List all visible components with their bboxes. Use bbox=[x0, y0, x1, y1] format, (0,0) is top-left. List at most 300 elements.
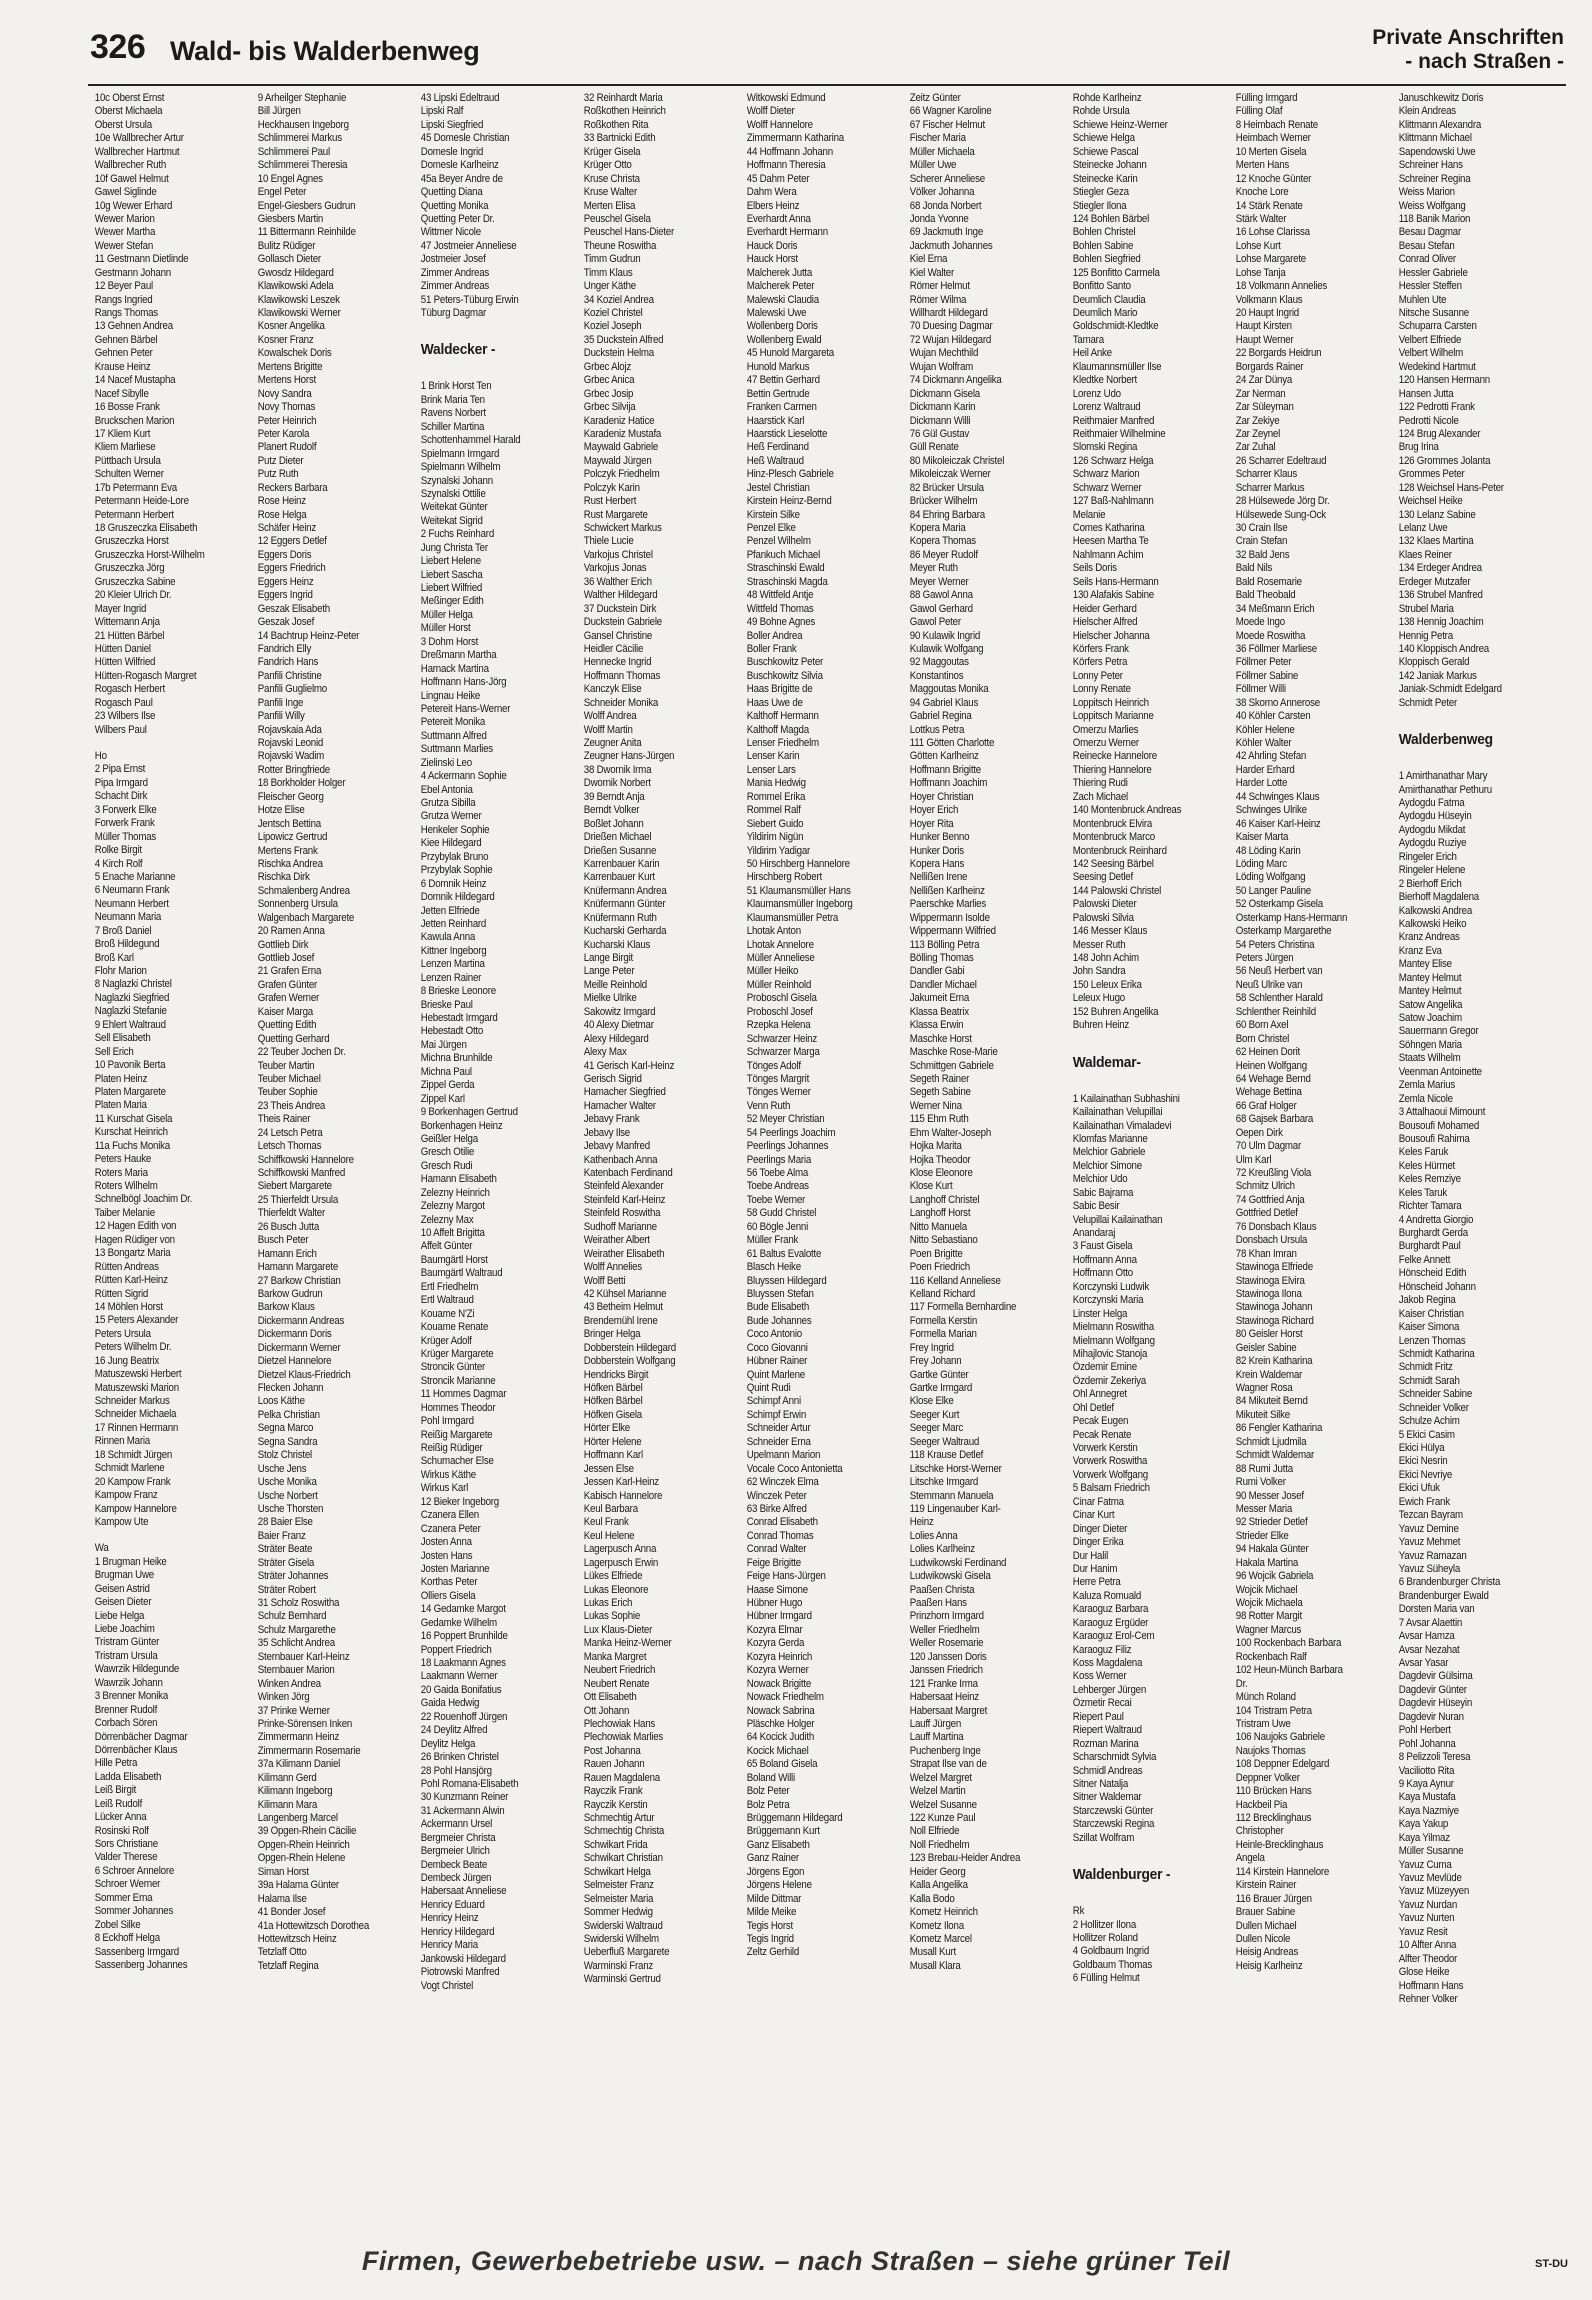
directory-entry: Dagdevir Gülsima bbox=[1398, 1670, 1473, 1683]
directory-entry: Weller Rosemarie bbox=[909, 1637, 984, 1650]
directory-entry: Müller Susanne bbox=[1398, 1845, 1464, 1858]
directory-entry: Zar Nerman bbox=[1235, 387, 1286, 400]
directory-entry: Strieder Elke bbox=[1235, 1529, 1289, 1542]
directory-entry: 94 Gabriel Klaus bbox=[909, 696, 979, 709]
directory-entry: 61 Baltus Evalotte bbox=[746, 1247, 822, 1260]
directory-entry: Eggers Doris bbox=[257, 548, 312, 561]
directory-entry: Burghardt Gerda bbox=[1398, 1227, 1468, 1239]
directory-entry: Peerlings Maria bbox=[746, 1153, 812, 1166]
directory-entry: Haas Brigitte de bbox=[746, 683, 813, 696]
directory-entry: Kopera Maria bbox=[909, 522, 966, 534]
directory-entry: Kozyra Werner bbox=[746, 1664, 809, 1677]
directory-entry: Weiss Wolfgang bbox=[1398, 199, 1466, 212]
directory-entry: Schlimmerei Markus bbox=[257, 132, 342, 145]
directory-entry: Jetten Elfriede bbox=[420, 904, 480, 917]
directory-entry: Wolff Hannelore bbox=[746, 118, 813, 131]
directory-entry: Klassa Erwin bbox=[909, 1019, 964, 1032]
directory-entry: Montenbruck Elvira bbox=[1072, 817, 1153, 830]
directory-entry: Kruse Christa bbox=[583, 172, 640, 185]
directory-entry: Hülsewede Sung-Ock bbox=[1235, 508, 1326, 521]
directory-entry: 44 Schwinges Klaus bbox=[1235, 790, 1320, 803]
directory-entry: Eggers Heinz bbox=[257, 575, 314, 588]
directory-entry: Jessen Else bbox=[583, 1462, 634, 1475]
directory-entry: Zelezny Max bbox=[420, 1213, 474, 1226]
directory-entry: Hamann Erich bbox=[257, 1247, 317, 1260]
directory-entry: Zeugner Anita bbox=[583, 737, 642, 749]
directory-entry: Pipa Irmgard bbox=[94, 776, 148, 789]
directory-entry: Bald Rosemarie bbox=[1235, 575, 1302, 588]
directory-entry: Brieske Paul bbox=[420, 998, 473, 1011]
directory-entry: Zeltz Gerhild bbox=[746, 1946, 800, 1959]
directory-entry: 15 Peters Alexander bbox=[94, 1314, 179, 1327]
directory-entry: Omerzu Werner bbox=[1072, 737, 1139, 749]
directory-entry: Rütten Andreas bbox=[94, 1260, 159, 1273]
directory-entry: Leiß Rudolf bbox=[94, 1797, 143, 1810]
directory-entry: Hütten-Rogasch Margret bbox=[94, 669, 197, 682]
directory-entry: Deumlich Claudia bbox=[1072, 293, 1146, 306]
directory-entry: 62 Heinen Dorit bbox=[1235, 1046, 1301, 1059]
directory-entry: Engel-Giesbers Gudrun bbox=[257, 199, 356, 212]
directory-entry: Werner Nina bbox=[909, 1099, 962, 1112]
directory-entry: Kawula Anna bbox=[420, 931, 476, 944]
directory-entry: Haupt Werner bbox=[1235, 333, 1294, 346]
directory-entry: Rayczik Kerstin bbox=[583, 1798, 648, 1811]
directory-entry: Neumann Herbert bbox=[94, 897, 169, 910]
directory-entry: Quetting Edith bbox=[257, 1019, 317, 1032]
directory-entry: Opgen-Rhein Heinrich bbox=[257, 1838, 350, 1851]
directory-entry: Malcherek Jutta bbox=[746, 266, 813, 279]
directory-entry: 69 Jackmuth Inge bbox=[909, 226, 984, 239]
directory-entry: Rischka Dirk bbox=[257, 871, 310, 884]
directory-entry: 6 Brandenburger Christa bbox=[1398, 1576, 1501, 1589]
directory-entry: Hoffmann Hans-Jörg bbox=[420, 676, 507, 689]
directory-entry: Boller Andrea bbox=[746, 629, 803, 642]
directory-entry: 64 Wehage Bernd bbox=[1235, 1072, 1311, 1085]
directory-entry: Heidler Cäcilie bbox=[583, 642, 644, 655]
directory-entry: Müller Heiko bbox=[746, 965, 799, 978]
directory-entry: 48 Löding Karin bbox=[1235, 844, 1301, 857]
directory-entry: Litschke Horst-Werner bbox=[909, 1462, 1002, 1475]
directory-entry: Wagner Marcus bbox=[1235, 1623, 1302, 1636]
directory-entry: 8 Eckhoff Helga bbox=[94, 1932, 160, 1945]
directory-entry: Franken Carmen bbox=[746, 401, 817, 414]
directory-entry: Hoffmann Thomas bbox=[583, 669, 661, 682]
directory-entry: Meyer Ruth bbox=[909, 562, 958, 575]
directory-entry: Rangs Ingried bbox=[94, 293, 153, 306]
directory-entry: 10c Oberst Ernst bbox=[94, 92, 165, 104]
directory-entry: Köhler Helene bbox=[1235, 723, 1295, 736]
directory-entry: 96 Wojcik Gabriela bbox=[1235, 1570, 1314, 1583]
directory-entry: 90 Kulawik Ingrid bbox=[909, 629, 981, 642]
directory-entry: Ott Elisabeth bbox=[583, 1691, 637, 1704]
directory-entry: Hottewitzsch Heinz bbox=[257, 1932, 337, 1945]
directory-entry: Nitto Sebastiano bbox=[909, 1234, 978, 1247]
directory-entry: Scharrer Klaus bbox=[1235, 468, 1298, 481]
directory-entry: Sträter Gisela bbox=[257, 1556, 315, 1569]
directory-entry: Peters Wilhelm Dr. bbox=[94, 1341, 172, 1354]
directory-entry: Bald Theobald bbox=[1235, 589, 1296, 602]
directory-entry: 124 Bohlen Bärbel bbox=[1072, 212, 1150, 225]
directory-entry: Olliers Gisela bbox=[420, 1589, 476, 1602]
directory-entry: Löding Marc bbox=[1235, 857, 1287, 870]
directory-entry: 5 Balsam Friedrich bbox=[1072, 1482, 1150, 1495]
directory-entry: 41 Gerisch Karl-Heinz bbox=[583, 1059, 675, 1072]
directory-entry: Matuszewski Herbert bbox=[94, 1368, 182, 1381]
directory-entry: 4 Kirch Rolf bbox=[94, 857, 143, 870]
directory-entry: Ulm Karl bbox=[1235, 1153, 1272, 1166]
directory-entry: Jestel Christian bbox=[746, 481, 810, 494]
directory-entry: Grbec Alojz bbox=[583, 360, 632, 373]
directory-entry: Kanczyk Elise bbox=[583, 683, 642, 696]
directory-entry: Theis Rainer bbox=[257, 1113, 311, 1126]
directory-entry: Panfili Willy bbox=[257, 710, 305, 723]
directory-entry: 74 Gottfried Anja bbox=[1235, 1193, 1305, 1206]
directory-entry: Lorenz Udo bbox=[1072, 387, 1121, 400]
directory-entry: Peters Jürgen bbox=[1235, 952, 1294, 964]
directory-entry: Rayczik Frank bbox=[583, 1785, 643, 1798]
directory-entry: 6 Domnik Heinz bbox=[420, 877, 487, 890]
directory-entry: Völker Johanna bbox=[909, 186, 975, 199]
directory-entry: Schiffkowski Manfred bbox=[257, 1167, 346, 1179]
directory-entry: Mikuteit Silke bbox=[1235, 1408, 1290, 1421]
directory-entry: Vogt Christel bbox=[420, 1979, 474, 1992]
directory-entry: Mantey Helmut bbox=[1398, 971, 1462, 984]
directory-entry: 37 Prinke Werner bbox=[257, 1704, 330, 1717]
directory-entry: Hunold Markus bbox=[746, 360, 810, 373]
directory-entry: Thiele Lucie bbox=[583, 535, 634, 548]
directory-entry: Kranz Eva bbox=[1398, 944, 1442, 957]
directory-entry: Kowalschek Doris bbox=[257, 347, 332, 360]
directory-entry: Moede Roswitha bbox=[1235, 629, 1306, 642]
directory-entry: Straschinski Ewald bbox=[746, 562, 825, 575]
directory-entry: Hamacher Siegfried bbox=[583, 1086, 666, 1099]
directory-entry: Klose Kurt bbox=[909, 1180, 953, 1193]
directory-entry: Höfken Bärbel bbox=[583, 1395, 643, 1408]
directory-entry: Heil Anke bbox=[1072, 347, 1112, 360]
directory-entry: Kalkowski Andrea bbox=[1398, 904, 1473, 917]
directory-entry: Theune Roswitha bbox=[583, 239, 657, 252]
directory-entry: Jentsch Bettina bbox=[257, 817, 321, 830]
directory-entry: Reckers Barbara bbox=[257, 481, 328, 494]
directory-entry: Haarstick Lieselotte bbox=[746, 427, 828, 440]
directory-entry: 1 Brugman Heike bbox=[94, 1555, 167, 1568]
directory-entry: Zemla Nicole bbox=[1398, 1092, 1453, 1105]
directory-entry: 18 Borkholder Holger bbox=[257, 777, 346, 790]
directory-entry: Planert Rudolf bbox=[257, 441, 317, 454]
directory-entry: Barkow Gudrun bbox=[257, 1287, 323, 1300]
directory-entry: Baumgärtl Horst bbox=[420, 1253, 488, 1266]
directory-entry: Platen Maria bbox=[94, 1099, 147, 1112]
directory-entry: Krüger Otto bbox=[583, 159, 632, 172]
directory-entry: 130 Lelanz Sabine bbox=[1398, 508, 1476, 521]
directory-entry: Güll Renate bbox=[909, 441, 959, 454]
directory-entry: Yavuz Mehmet bbox=[1398, 1536, 1461, 1549]
directory-entry: 24 Letsch Petra bbox=[257, 1126, 323, 1139]
directory-entry: Zar Zeynel bbox=[1235, 427, 1281, 440]
directory-entry: Müller Uwe bbox=[909, 159, 957, 172]
directory-column bbox=[1233, 92, 1383, 2237]
directory-entry: Tegis Ingrid bbox=[746, 1932, 794, 1945]
directory-entry: Dinger Dieter bbox=[1072, 1522, 1128, 1535]
directory-entry: 14 Möhlen Horst bbox=[94, 1300, 163, 1313]
directory-entry: Proboschl Josef bbox=[746, 1005, 813, 1018]
directory-entry: Brink Maria Ten bbox=[420, 393, 485, 406]
directory-entry: Schroer Werner bbox=[94, 1878, 161, 1891]
directory-entry: Lenser Lars bbox=[746, 763, 796, 776]
directory-entry: 49 Bohne Agnes bbox=[746, 616, 816, 629]
directory-entry: Ludwikowski Ferdinand bbox=[909, 1556, 1007, 1569]
directory-entry: Klaes Reiner bbox=[1398, 548, 1452, 561]
directory-entry: Sommer Hedwig bbox=[583, 1906, 653, 1919]
directory-entry: Schneider Michaela bbox=[94, 1408, 177, 1421]
directory-entry: Haas Uwe de bbox=[746, 696, 803, 709]
directory-entry: Schmidt Peter bbox=[1398, 696, 1457, 709]
directory-entry: Gaida Hedwig bbox=[420, 1697, 480, 1710]
directory-entry: Proboschl Gisela bbox=[746, 992, 817, 1005]
directory-entry: Klawikowski Werner bbox=[257, 307, 341, 319]
directory-entry: 68 Jonda Norbert bbox=[909, 199, 982, 212]
directory-entry: 88 Rumi Jutta bbox=[1235, 1462, 1293, 1475]
directory-entry: Karadeniz Mustafa bbox=[583, 427, 662, 440]
directory-entry: Bruckschen Marion bbox=[94, 414, 175, 427]
directory-entry: Maschke Rose-Marie bbox=[909, 1046, 998, 1059]
directory-entry: Maschke Horst bbox=[909, 1032, 972, 1045]
directory-entry: 118 Krause Detlef bbox=[909, 1449, 984, 1462]
directory-entry: Coco Antonio bbox=[746, 1328, 802, 1341]
directory-entry: Schwikart Christian bbox=[583, 1852, 663, 1865]
directory-entry: 10 Merten Gisela bbox=[1235, 145, 1307, 158]
directory-entry: 40 Köhler Carsten bbox=[1235, 710, 1311, 723]
directory-entry: Koziel Christel bbox=[583, 307, 643, 319]
directory-entry: Lipski Siegfried bbox=[420, 118, 484, 131]
directory-entry: Koziel Joseph bbox=[583, 320, 642, 333]
directory-entry: Fischer Maria bbox=[909, 132, 966, 145]
directory-entry: Bohlen Siegfried bbox=[1072, 253, 1141, 266]
directory-entry: Wallbrecher Hartmut bbox=[94, 145, 180, 158]
directory-entry: Hakala Martina bbox=[1235, 1556, 1299, 1569]
directory-entry: Prinke-Sörensen Inken bbox=[257, 1717, 353, 1730]
directory-entry: 140 Kloppisch Andrea bbox=[1398, 642, 1489, 655]
directory-entry: Sitner Waldemar bbox=[1072, 1791, 1142, 1804]
directory-entry: Segna Marco bbox=[257, 1422, 314, 1435]
directory-entry: Zimmermann Heinz bbox=[257, 1731, 340, 1744]
directory-entry: 39 Opgen-Rhein Cäcilie bbox=[257, 1825, 357, 1838]
directory-entry: Reithmaier Wilhelmine bbox=[1072, 427, 1166, 440]
directory-entry: Czanera Ellen bbox=[420, 1509, 479, 1522]
directory-entry: Noll Friedhelm bbox=[909, 1838, 970, 1851]
directory-entry: Varkojus Christel bbox=[583, 548, 653, 561]
directory-entry: Deumlich Mario bbox=[1072, 307, 1138, 319]
directory-entry: 110 Brücken Hans bbox=[1235, 1785, 1312, 1798]
directory-entry: Kometz Heinrich bbox=[909, 1906, 978, 1919]
directory-entry: Nellißen Irene bbox=[909, 871, 968, 884]
directory-entry: Slomski Regina bbox=[1072, 441, 1138, 454]
directory-entry: Alexy Hildegard bbox=[583, 1032, 649, 1045]
directory-entry: 111 Götten Charlotte bbox=[909, 737, 995, 749]
directory-entry: Lange Birgit bbox=[583, 952, 634, 964]
directory-entry: Reinecke Hannelore bbox=[1072, 750, 1157, 763]
directory-entry: Staats Wilhelm bbox=[1398, 1052, 1461, 1065]
directory-entry: 26 Busch Jutta bbox=[257, 1220, 320, 1233]
directory-entry: Lange Peter bbox=[583, 965, 635, 978]
directory-entry: Feige Hans-Jürgen bbox=[746, 1570, 826, 1583]
directory-entry: Drießen Susanne bbox=[583, 844, 657, 857]
directory-entry: Christopher bbox=[1235, 1825, 1284, 1838]
directory-entry: Ladda Elisabeth bbox=[94, 1770, 162, 1783]
directory-entry: Rohde Ursula bbox=[1072, 105, 1130, 118]
directory-entry: 102 Heun-Münch Barbara bbox=[1235, 1664, 1343, 1677]
directory-entry: Polczyk Karin bbox=[583, 481, 640, 494]
directory-entry: Wewer Marion bbox=[94, 212, 155, 225]
directory-entry: Kaiser Marta bbox=[1235, 831, 1289, 844]
directory-entry: Dwornik Norbert bbox=[583, 777, 651, 790]
directory-entry: Hotze Elise bbox=[257, 804, 305, 817]
directory-entry: Kaiser Simona bbox=[1398, 1321, 1460, 1334]
directory-entry: 126 Schwarz Helga bbox=[1072, 454, 1154, 467]
directory-entry: Roters Maria bbox=[94, 1166, 148, 1179]
directory-entry: Tönges Werner bbox=[746, 1086, 811, 1099]
directory-entry: Knüfermann Andrea bbox=[583, 884, 667, 897]
directory-entry: Omerzu Marlies bbox=[1072, 723, 1139, 736]
directory-entry: Yavuz Resit bbox=[1398, 1925, 1448, 1938]
directory-entry: Hirschberg Robert bbox=[746, 871, 822, 884]
directory-entry: 1 Brink Horst Ten bbox=[420, 380, 492, 393]
directory-entry: 20 Kleier Ulrich Dr. bbox=[94, 589, 172, 602]
directory-entry: 23 Wilbers Ilse bbox=[94, 710, 156, 723]
directory-entry: Dietzel Hannelore bbox=[257, 1355, 332, 1368]
directory-entry: Merten Elisa bbox=[583, 199, 636, 212]
directory-entry: 80 Mikoleiczak Christel bbox=[909, 454, 1005, 467]
directory-entry: Conrad Walter bbox=[746, 1543, 807, 1556]
directory-entry: Riepert Paul bbox=[1072, 1710, 1124, 1723]
directory-entry: 11 Hommes Dagmar bbox=[420, 1388, 507, 1401]
directory-entry: Lükes Elfriede bbox=[583, 1570, 643, 1583]
directory-entry: Stroncik Günter bbox=[420, 1361, 486, 1374]
directory-entry: Hauck Horst bbox=[746, 253, 798, 266]
directory-entry: Ravens Norbert bbox=[420, 407, 486, 420]
directory-entry: Rolke Birgit bbox=[94, 844, 142, 857]
directory-entry: Paerschke Marlies bbox=[909, 898, 987, 911]
directory-entry: Kaya Nazmiye bbox=[1398, 1804, 1459, 1817]
directory-entry: Hommes Theodor bbox=[420, 1401, 496, 1414]
directory-entry: Coco Giovanni bbox=[746, 1341, 808, 1354]
directory-entry: Wippermann Wilfried bbox=[909, 925, 996, 938]
directory-entry: Kouame N'Zi bbox=[420, 1307, 475, 1320]
directory-entry: Ebel Antonia bbox=[420, 783, 473, 796]
directory-entry: Liebert Helene bbox=[420, 555, 481, 568]
directory-entry: Gresch Rudi bbox=[420, 1159, 473, 1172]
directory-entry: 116 Kelland Anneliese bbox=[909, 1274, 1001, 1287]
directory-entry: Tetzlaff Otto bbox=[257, 1946, 307, 1959]
directory-entry: Mielmann Roswitha bbox=[1072, 1321, 1154, 1334]
directory-entry: Langhoff Christel bbox=[909, 1193, 980, 1206]
directory-entry: Jebavy Ilse bbox=[583, 1126, 630, 1139]
directory-entry: Habersaat Margret bbox=[909, 1704, 988, 1717]
directory-entry: Henricy Hildegard bbox=[420, 1925, 495, 1938]
directory-entry: Peerlings Johannes bbox=[746, 1140, 829, 1153]
directory-entry: Cinar Kurt bbox=[1072, 1509, 1115, 1522]
directory-entry: Ueberfluß Margarete bbox=[583, 1946, 670, 1959]
directory-entry: Roßkothen Rita bbox=[583, 118, 649, 131]
directory-entry: Mikoleiczak Werner bbox=[909, 468, 991, 481]
directory-entry: Henricy Heinz bbox=[420, 1912, 479, 1925]
directory-entry: Rojavskaia Ada bbox=[257, 723, 322, 736]
directory-entry: Koss Werner bbox=[1072, 1670, 1127, 1683]
directory-entry: 58 Schlenther Harald bbox=[1235, 992, 1323, 1005]
directory-entry: Zippel Karl bbox=[420, 1092, 465, 1105]
directory-entry: Osterkamp Margarethe bbox=[1235, 925, 1332, 938]
directory-entry: Heider Georg bbox=[909, 1865, 966, 1878]
directory-entry: Dembeck Beate bbox=[420, 1858, 488, 1871]
directory-entry: Deppner Volker bbox=[1235, 1771, 1300, 1784]
directory-entry: Quetting Diana bbox=[420, 186, 483, 199]
directory-entry: 60 Born Axel bbox=[1235, 1019, 1289, 1032]
directory-entry: Satow Joachim bbox=[1398, 1012, 1462, 1024]
directory-entry: Opgen-Rhein Helene bbox=[257, 1852, 346, 1865]
directory-entry: Schiewe Helga bbox=[1072, 132, 1135, 145]
directory-entry: Kilimann Ingeborg bbox=[257, 1785, 333, 1798]
directory-entry: 98 Rotter Margit bbox=[1235, 1610, 1302, 1623]
directory-entry: Lenser Friedhelm bbox=[746, 737, 819, 749]
directory-entry: Pfankuch Michael bbox=[746, 548, 821, 561]
directory-entry: Bringer Helga bbox=[583, 1328, 641, 1341]
directory-entry: Rinnen Maria bbox=[94, 1435, 150, 1448]
directory-entry: Kelland Richard bbox=[909, 1287, 976, 1300]
directory-entry: Welzel Susanne bbox=[909, 1798, 977, 1811]
directory-entry: 42 Ahrling Stefan bbox=[1235, 750, 1307, 763]
directory-entry: Ekici Ufuk bbox=[1398, 1482, 1440, 1495]
directory-entry: 10 Engel Agnes bbox=[257, 172, 323, 185]
directory-entry: Teuber Michael bbox=[257, 1072, 321, 1085]
directory-entry: Weichsel Heike bbox=[1398, 495, 1463, 508]
directory-entry: Sommer Erna bbox=[94, 1891, 153, 1904]
directory-entry: 118 Banik Marion bbox=[1398, 212, 1471, 225]
directory-entry: 124 Brug Alexander bbox=[1398, 427, 1481, 440]
directory-entry: Feige Brigitte bbox=[746, 1556, 801, 1569]
directory-entry: Wilbers Paul bbox=[94, 723, 147, 736]
directory-entry: Boller Frank bbox=[746, 642, 797, 655]
directory-entry: Petermann Herbert bbox=[94, 508, 174, 521]
directory-entry: Kalkowski Heiko bbox=[1398, 917, 1467, 930]
directory-entry: Brauer Sabine bbox=[1235, 1906, 1296, 1919]
directory-entry: Bohlen Christel bbox=[1072, 226, 1136, 239]
directory-entry: 8 Brieske Leonore bbox=[420, 985, 496, 998]
directory-entry: Besau Stefan bbox=[1398, 239, 1455, 252]
directory-entry: Crain Stefan bbox=[1235, 535, 1288, 548]
directory-entry: Geißler Helga bbox=[420, 1132, 478, 1145]
directory-entry: Heß Waltraud bbox=[746, 454, 804, 467]
directory-entry: Peuschel Gisela bbox=[583, 212, 651, 225]
directory-entry: 128 Weichsel Hans-Peter bbox=[1398, 481, 1504, 494]
directory-entry: 10 Pavonik Berta bbox=[94, 1059, 166, 1072]
directory-entry: Satow Angelika bbox=[1398, 998, 1463, 1011]
directory-entry: 9 Kaya Aynur bbox=[1398, 1777, 1454, 1790]
directory-entry: 34 Koziel Andrea bbox=[583, 293, 654, 306]
directory-entry: Müller Anneliese bbox=[746, 952, 815, 964]
directory-entry: Schlimmerei Theresia bbox=[257, 159, 348, 172]
directory-entry: Kailainathan Vimaladevi bbox=[1072, 1119, 1172, 1132]
page-number: 326 bbox=[90, 28, 146, 66]
directory-entry: Gawel Siglinde bbox=[94, 186, 157, 199]
directory-entry: Hoyer Erich bbox=[909, 804, 959, 817]
directory-entry: Kledtke Norbert bbox=[1072, 374, 1138, 387]
directory-entry: 144 Palowski Christel bbox=[1072, 884, 1162, 897]
directory-entry: 17 Kliem Kurt bbox=[94, 427, 151, 440]
directory-entry: Fandrich Hans bbox=[257, 656, 319, 669]
page-footer bbox=[0, 2246, 1592, 2286]
directory-entry: Pedrotti Nicole bbox=[1398, 414, 1459, 427]
directory-entry: Broß Hildegund bbox=[94, 938, 160, 951]
